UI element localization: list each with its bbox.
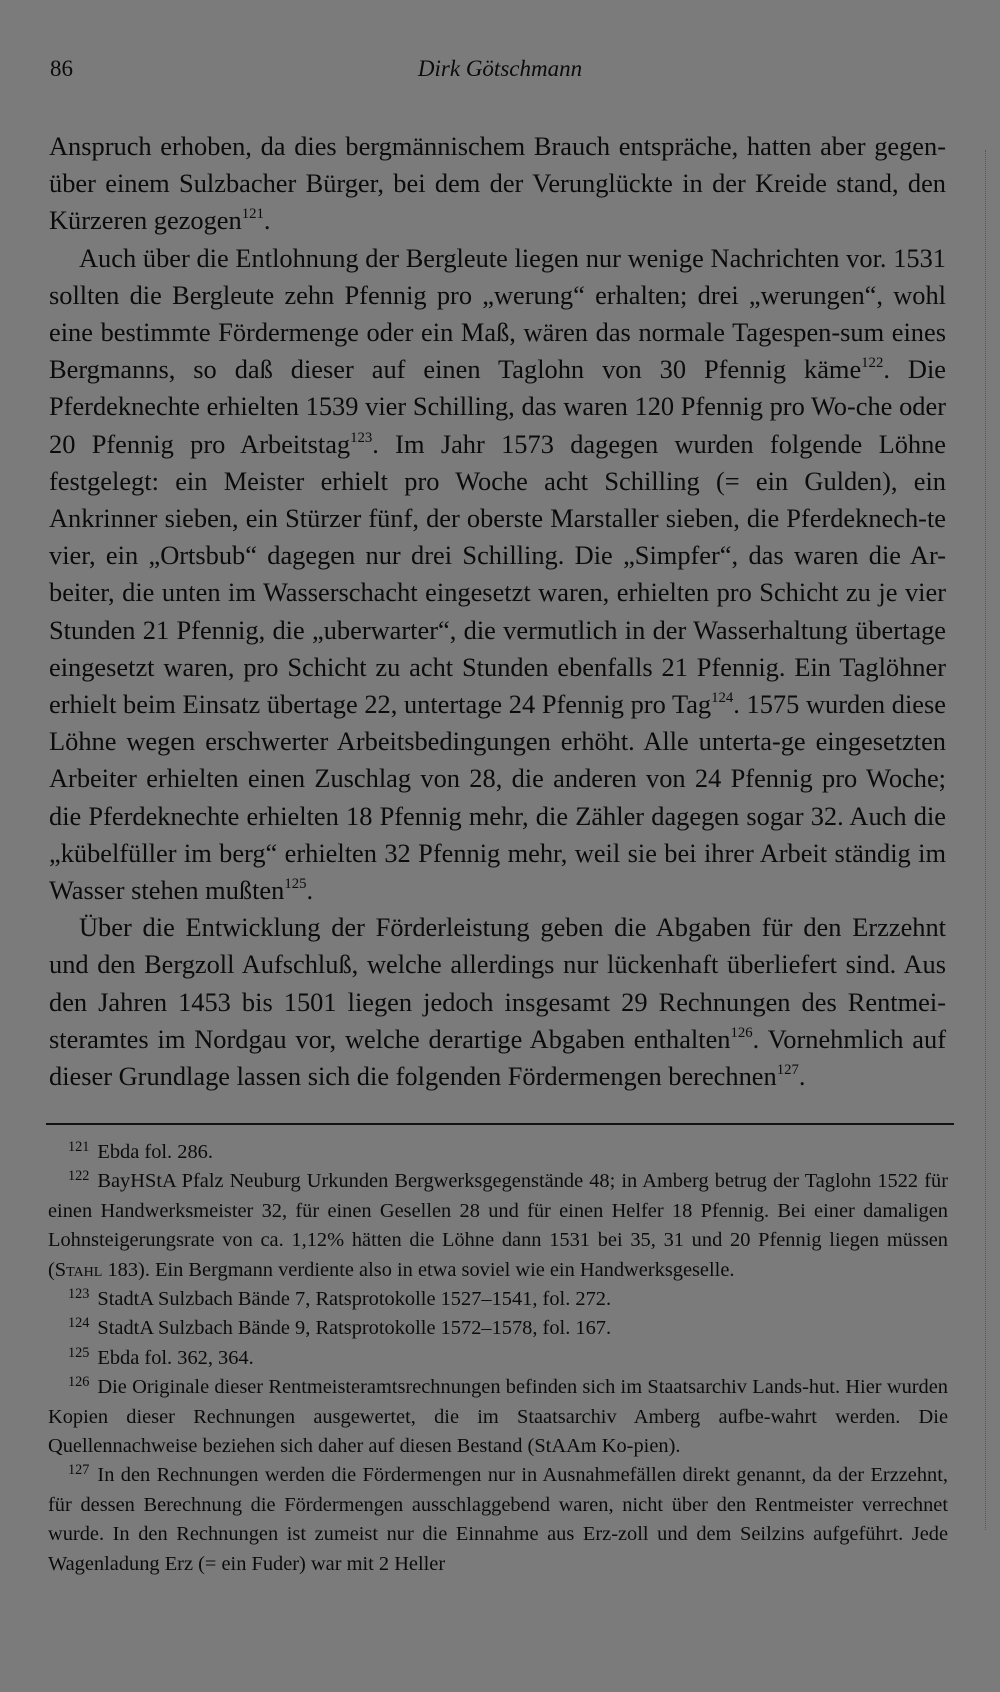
text-run: .	[798, 1061, 806, 1092]
footnote-123	[48, 1285, 948, 1314]
text-run: .	[263, 205, 271, 236]
footnote-122	[48, 1167, 948, 1285]
footnote-number: 123	[68, 1285, 90, 1302]
footnote-text: In den Rechnungen werden die Fördermengen nur in Ausnahmefällen direkt genannt, da der Erzzehnt, für dessen Berechnung die Fördermengen ausschlaggebend waren, nicht über den Rentmeister verrechnet wurde. In den Rechnungen ist zumeist nur die Einnahme aus Erz-zoll und dem Seilzins aufgeführt. Jede Wagenladung Erz (= ein Fuder) war mit 2 Heller	[48, 1464, 948, 1575]
footnote-text: StadtA Sulzbach Bände 9, Ratsprotokolle 1572–1578, fol. 167.	[97, 1317, 612, 1340]
footnote-127	[48, 1461, 948, 1579]
footnote-ref[interactable]: 126	[730, 1024, 753, 1041]
footnote-number: 121	[68, 1138, 90, 1155]
paragraph-3	[49, 909, 946, 1095]
footnote-number: 124	[68, 1315, 90, 1332]
footnote-text: BayHStA Pfalz Neuburg Urkunden Bergwerksgegenstände 48; in Amberg betrug der Taglohn 1522 für einen Handwerksmeister 32, für einen Gesellen 28 und für einen Helfer 18 Pfennig. Bei einer damaligen Lohnsteigerungsrate von ca. 1,12% hätten die Löhne dann 1531 bei 35, 31 und 20 Pfennig liegen müssen (	[48, 1170, 948, 1281]
text-run: . Vornehmlich auf dieser Grundlage lassen sich die folgenden Fördermengen berechnen	[49, 1023, 946, 1092]
footnote-126	[48, 1373, 948, 1461]
footnote-text: 183). Ein Bergmann verdiente also in etwa soviel wie ein Handwerksgeselle.	[102, 1258, 735, 1281]
body-text	[49, 128, 946, 1095]
footnote-ref[interactable]: 122	[861, 355, 884, 372]
footnote-ref[interactable]: 121	[241, 206, 264, 223]
text-run: Auch über die Entlohnung der Bergleute liegen nur wenige Nachrichten vor. 1531 sollten die Bergleute zehn Pfennig pro „werung“ erhalten; drei „werungen“, wohl eine bestimmte Fördermenge oder ein Maß, wären das normale Tagespen-sum eines Bergmanns, so daß dieser auf einen Taglohn von 30 Pfennig käme	[49, 242, 946, 385]
scan-edge-noise	[985, 150, 998, 1530]
footnote-ref[interactable]: 123	[350, 429, 373, 446]
footnote-124	[48, 1314, 948, 1343]
paragraph-1	[49, 128, 946, 240]
text-run: . Die Pferdeknechte erhielten 1539 vier Schilling, das waren 120 Pfennig pro Wo-che oder 20 Pfennig pro Arbeitstag	[49, 354, 946, 459]
text-run: Über die Entwicklung der Förderleistung geben die Abgaben für den Erzzehnt und den Bergzoll Aufschluß, welche allerdings nur lückenhaft überliefert sind. Aus den Jahren 1453 bis 1501 liegen jedoch insgesamt 29 Rechnungen des Rentmei-steramtes im Nordgau vor, welche derartige Abgaben enthalten	[49, 912, 946, 1054]
footnote-125	[48, 1344, 948, 1373]
paragraph-2	[49, 240, 946, 910]
footnote-number: 122	[68, 1168, 90, 1185]
footnote-divider	[46, 1123, 954, 1125]
running-head: Dirk Götschmann	[417, 56, 583, 81]
footnote-text: Ebda fol. 286.	[97, 1141, 213, 1163]
author-small-caps: Stahl	[54, 1258, 103, 1281]
text-run: . 1575 wurden diese Löhne wegen erschwerter Arbeitsbedingungen erhöht. Alle unterta-ge eingesetzten Arbeiter erhielten einen Zuschlag von 28, die anderen von 24 Pfennig pro Woche; die Pferdeknechte erhielten 18 Pfennig mehr, die Zähler dagegen sogar 32. Auch die „kübelfüller im berg“ erhielten 32 Pfennig mehr, weil sie bei ihrer Arbeit ständig im Wasser stehen mußten	[49, 689, 946, 906]
page-header	[50, 56, 950, 90]
page-number: 86	[50, 56, 73, 81]
footnote-number: 126	[68, 1374, 90, 1391]
text-run: . Im Jahr 1573 dagegen wurden folgende Löhne festgelegt: ein Meister erhielt pro Woche acht Schilling (= ein Gulden), ein Ankrinner sieben, ein Stürzer fünf, der oberste Marstaller sieben, die Pferdeknech-te vier, ein „Ortsbub“ dagegen nur drei Schilling. Die „Simpfer“, das waren die Ar-beiter, die unten im Wasserschacht eingesetzt waren, erhielten pro Schicht zu je vier Stunden 21 Pfennig, die „uberwarter“, die vermutlich in der Wasserhaltung übertage eingesetzt waren, pro Schicht zu acht Stunden ebenfalls 21 Pfennig. Ein Taglöhner erhielt beim Einsatz übertage 22, untertage 24 Pfennig pro Tag	[49, 428, 946, 720]
footnote-ref[interactable]: 127	[776, 1062, 799, 1078]
footnote-121	[48, 1138, 948, 1167]
footnote-ref[interactable]: 124	[711, 689, 734, 706]
footnote-number: 127	[68, 1462, 90, 1479]
footnote-text: Ebda fol. 362, 364.	[97, 1346, 254, 1369]
footnote-number: 125	[68, 1344, 90, 1361]
text-run: .	[306, 875, 314, 906]
footnotes	[48, 1138, 948, 1579]
footnote-text: StadtA Sulzbach Bände 7, Ratsprotokolle 1527–1541, fol. 272.	[97, 1288, 612, 1311]
text-run: Anspruch erhoben, da dies bergmännischem Brauch entspräche, hatten aber gegen-über einem Sulzbacher Bürger, bei dem der Verunglückte in der Kreide stand, den Kürzeren gezogen	[49, 131, 946, 236]
footnote-text: Die Originale dieser Rentmeisteramtsrechnungen befinden sich im Staatsarchiv Lands-hut. Hier wurden Kopien dieser Rechnungen ausgewertet, die im Staatsarchiv Amberg aufbe-wahrt werden. Die Quellennachweise beziehen sich daher auf diesen Bestand (StAAm Ko-pien).	[48, 1376, 948, 1458]
footnote-ref[interactable]: 125	[284, 875, 307, 892]
